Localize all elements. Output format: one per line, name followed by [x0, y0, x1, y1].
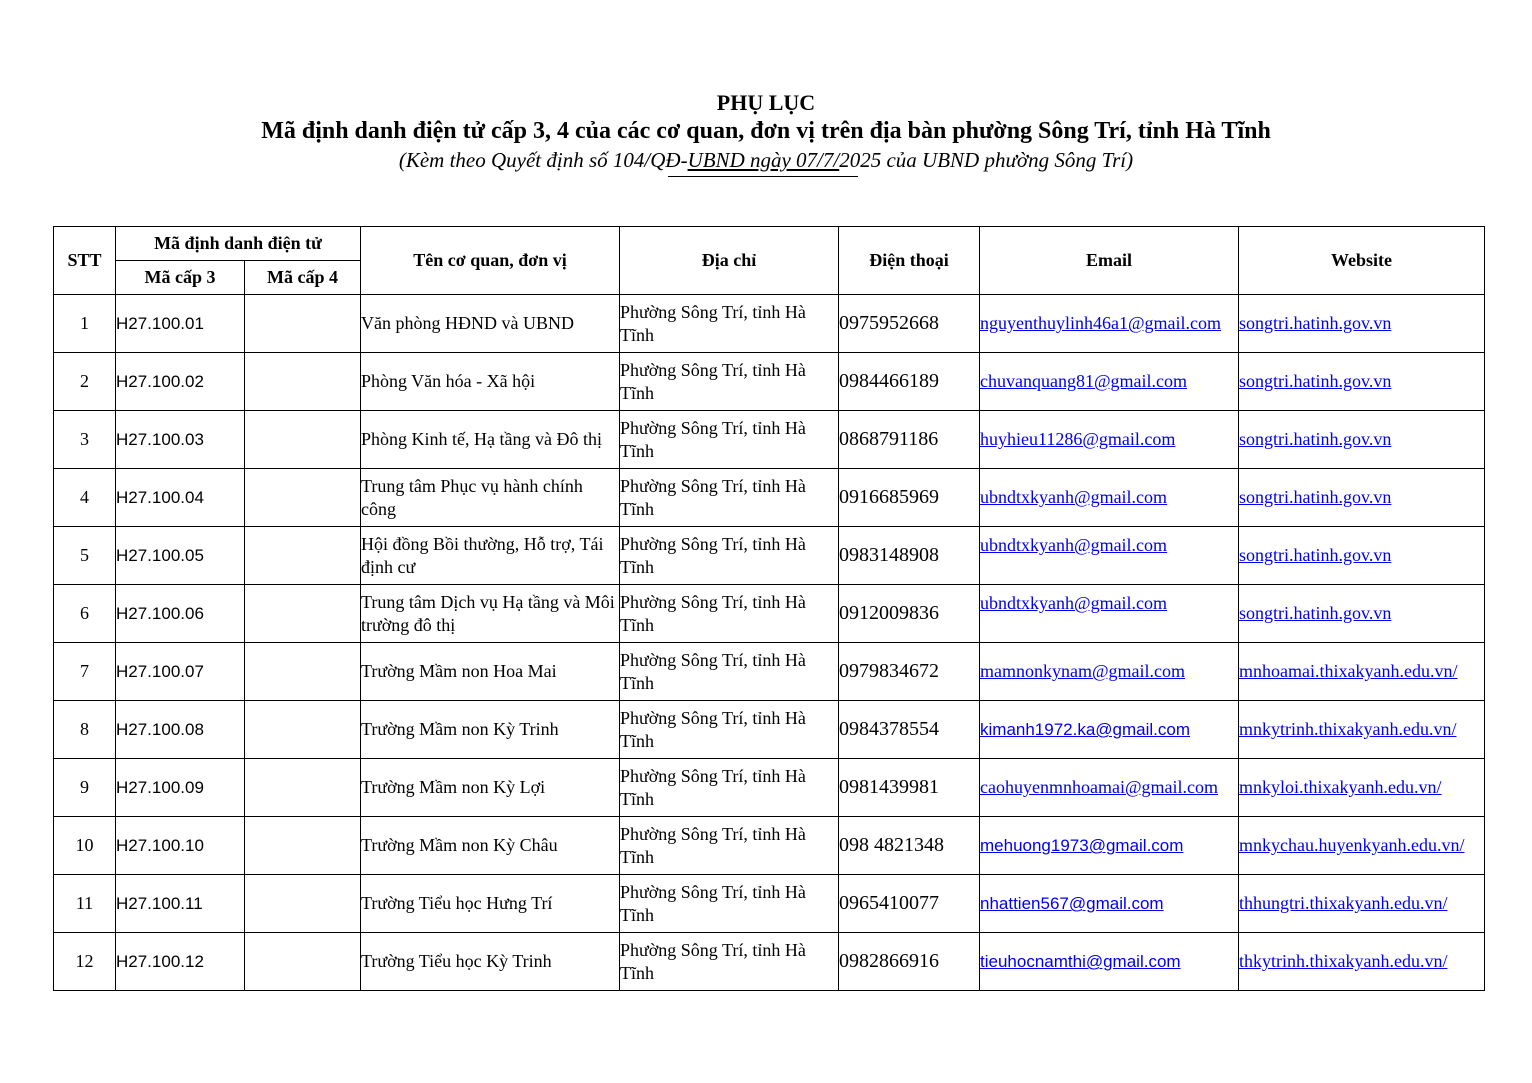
cell-code-level4 — [245, 353, 361, 411]
table-row — [54, 469, 1485, 527]
email-link[interactable]: nhattien567@gmail.com — [980, 894, 1164, 913]
cell-stt: 7 — [54, 643, 116, 701]
cell-website — [1239, 701, 1485, 759]
cell-agency-name: Hội đồng Bồi thường, Hỗ trợ, Tái định cư — [361, 527, 620, 585]
cell-website — [1239, 469, 1485, 527]
cell-email — [980, 353, 1239, 411]
cell-address: Phường Sông Trí, tỉnh Hà Tĩnh — [620, 527, 839, 585]
cell-phone: 0975952668 — [839, 295, 980, 353]
cell-code-level4 — [245, 875, 361, 933]
website-link[interactable]: songtri.hatinh.gov.vn — [1239, 603, 1392, 623]
decision-note-part1: (Kèm theo Quyết định số 104/QĐ- — [398, 148, 688, 172]
email-link[interactable]: kimanh1972.ka@gmail.com — [980, 720, 1191, 739]
cell-stt: 3 — [54, 411, 116, 469]
cell-email — [980, 295, 1239, 353]
cell-email — [980, 527, 1239, 585]
cell-address: Phường Sông Trí, tỉnh Hà Tĩnh — [620, 469, 839, 527]
cell-stt: 8 — [54, 701, 116, 759]
cell-website — [1239, 933, 1485, 991]
cell-address: Phường Sông Trí, tỉnh Hà Tĩnh — [620, 875, 839, 933]
cell-website — [1239, 817, 1485, 875]
cell-agency-name: Trường Mầm non Hoa Mai — [361, 643, 620, 701]
appendix-subtitle: Mã định danh điện tử cấp 3, 4 của các cơ quan, đơn vị trên địa bàn phường Sông Trí, tỉnh Hà Tĩnh — [261, 118, 1271, 144]
table-row — [54, 585, 1485, 643]
cell-agency-name: Trường Tiểu học Kỳ Trinh — [361, 933, 620, 991]
cell-stt: 1 — [54, 295, 116, 353]
cell-stt: 4 — [54, 469, 116, 527]
cell-email — [980, 411, 1239, 469]
cell-address: Phường Sông Trí, tỉnh Hà Tĩnh — [620, 585, 839, 643]
cell-agency-name: Phòng Kinh tế, Hạ tầng và Đô thị — [361, 411, 620, 469]
cell-code-level4 — [245, 759, 361, 817]
header-email: Email — [980, 227, 1239, 295]
cell-phone: 0984378554 — [839, 701, 980, 759]
cell-website — [1239, 585, 1485, 643]
cell-code-level4 — [245, 411, 361, 469]
cell-code-level4 — [245, 527, 361, 585]
website-link[interactable]: mnhoamai.thixakyanh.edu.vn/ — [1239, 661, 1458, 681]
cell-email — [980, 875, 1239, 933]
email-link[interactable]: tieuhocnamthi@gmail.com — [980, 952, 1181, 971]
cell-code-level4 — [245, 817, 361, 875]
email-link[interactable]: huyhieu11286@gmail.com — [980, 429, 1176, 449]
table-row — [54, 875, 1485, 933]
cell-address: Phường Sông Trí, tỉnh Hà Tĩnh — [620, 353, 839, 411]
cell-email — [980, 585, 1239, 643]
cell-agency-name: Trung tâm Phục vụ hành chính công — [361, 469, 620, 527]
cell-code-level4 — [245, 643, 361, 701]
cell-code-level3: H27.100.04 — [116, 469, 245, 527]
cell-stt: 9 — [54, 759, 116, 817]
cell-address: Phường Sông Trí, tỉnh Hà Tĩnh — [620, 817, 839, 875]
cell-code-level4 — [245, 585, 361, 643]
cell-email — [980, 759, 1239, 817]
cell-code-level3: H27.100.10 — [116, 817, 245, 875]
cell-stt: 10 — [54, 817, 116, 875]
header-stt: STT — [54, 227, 116, 295]
email-link[interactable]: nguyenthuylinh46a1@gmail.com — [980, 313, 1222, 333]
cell-phone: 0916685969 — [839, 469, 980, 527]
website-link[interactable]: mnkychau.huyenkyanh.edu.vn/ — [1239, 835, 1465, 855]
email-link[interactable]: ubndtxkyanh@gmail.com — [980, 593, 1168, 613]
cell-phone: 0983148908 — [839, 527, 980, 585]
header-level4: Mã cấp 4 — [245, 261, 361, 295]
website-link[interactable]: songtri.hatinh.gov.vn — [1239, 429, 1392, 449]
header-name: Tên cơ quan, đơn vị — [361, 227, 620, 295]
cell-agency-name: Trường Tiểu học Hưng Trí — [361, 875, 620, 933]
table-row — [54, 759, 1485, 817]
table-row — [54, 295, 1485, 353]
cell-code-level3: H27.100.01 — [116, 295, 245, 353]
website-link[interactable]: thkytrinh.thixakyanh.edu.vn/ — [1239, 951, 1448, 971]
email-link[interactable]: mamnonkynam@gmail.com — [980, 661, 1186, 681]
cell-address: Phường Sông Trí, tỉnh Hà Tĩnh — [620, 411, 839, 469]
table-row — [54, 701, 1485, 759]
decision-note-underlined: UBND ngày 07/7/ — [687, 148, 840, 172]
decision-note-part2: 2025 của UBND phường Sông Trí) — [839, 148, 1134, 172]
cell-email — [980, 701, 1239, 759]
cell-phone: 0912009836 — [839, 585, 980, 643]
cell-email — [980, 817, 1239, 875]
website-link[interactable]: mnkytrinh.thixakyanh.edu.vn/ — [1239, 719, 1457, 739]
cell-phone: 098 4821348 — [839, 817, 980, 875]
cell-phone: 0984466189 — [839, 353, 980, 411]
cell-agency-name: Trường Mầm non Kỳ Châu — [361, 817, 620, 875]
website-link[interactable]: songtri.hatinh.gov.vn — [1239, 487, 1392, 507]
website-link[interactable]: songtri.hatinh.gov.vn — [1239, 371, 1392, 391]
cell-code-level4 — [245, 295, 361, 353]
cell-agency-name: Phòng Văn hóa - Xã hội — [361, 353, 620, 411]
cell-code-level4 — [245, 469, 361, 527]
website-link[interactable]: thhungtri.thixakyanh.edu.vn/ — [1239, 893, 1448, 913]
cell-website — [1239, 875, 1485, 933]
cell-email — [980, 643, 1239, 701]
cell-phone: 0868791186 — [839, 411, 980, 469]
cell-website — [1239, 643, 1485, 701]
cell-agency-name: Trung tâm Dịch vụ Hạ tầng và Môi trường đô thị — [361, 585, 620, 643]
cell-agency-name: Văn phòng HĐND và UBND — [361, 295, 620, 353]
cell-stt: 2 — [54, 353, 116, 411]
cell-code-level3: H27.100.06 — [116, 585, 245, 643]
cell-code-level3: H27.100.08 — [116, 701, 245, 759]
cell-code-level3: H27.100.03 — [116, 411, 245, 469]
email-link[interactable]: chuvanquang81@gmail.com — [980, 371, 1188, 391]
table-row — [54, 817, 1485, 875]
cell-phone: 0965410077 — [839, 875, 980, 933]
cell-address: Phường Sông Trí, tỉnh Hà Tĩnh — [620, 933, 839, 991]
cell-address: Phường Sông Trí, tỉnh Hà Tĩnh — [620, 759, 839, 817]
underline-rule — [668, 176, 858, 177]
agency-code-table — [53, 226, 1485, 991]
website-link[interactable]: songtri.hatinh.gov.vn — [1239, 545, 1392, 565]
cell-code-level3: H27.100.07 — [116, 643, 245, 701]
cell-stt: 5 — [54, 527, 116, 585]
cell-address: Phường Sông Trí, tỉnh Hà Tĩnh — [620, 643, 839, 701]
cell-stt: 11 — [54, 875, 116, 933]
cell-agency-name: Trường Mầm non Kỳ Trinh — [361, 701, 620, 759]
header-phone: Điện thoại — [839, 227, 980, 295]
website-link[interactable]: mnkyloi.thixakyanh.edu.vn/ — [1239, 777, 1442, 797]
email-link[interactable]: mehuong1973@gmail.com — [980, 836, 1184, 855]
email-link[interactable]: caohuyenmnhoamai@gmail.com — [980, 777, 1219, 797]
cell-phone: 0979834672 — [839, 643, 980, 701]
cell-website — [1239, 527, 1485, 585]
appendix-title: PHỤ LỤC — [716, 90, 816, 115]
cell-stt: 12 — [54, 933, 116, 991]
cell-stt: 6 — [54, 585, 116, 643]
cell-code-level3: H27.100.02 — [116, 353, 245, 411]
email-link[interactable]: ubndtxkyanh@gmail.com — [980, 535, 1168, 555]
table-row — [54, 933, 1485, 991]
cell-phone: 0981439981 — [839, 759, 980, 817]
table-row — [54, 643, 1485, 701]
cell-code-level3: H27.100.09 — [116, 759, 245, 817]
header-website: Website — [1239, 227, 1485, 295]
cell-website — [1239, 295, 1485, 353]
cell-website — [1239, 411, 1485, 469]
cell-code-level3: H27.100.11 — [116, 875, 245, 933]
header-code-group: Mã định danh điện tử — [116, 227, 361, 261]
decision-note — [0, 148, 1532, 173]
cell-code-level3: H27.100.12 — [116, 933, 245, 991]
website-link[interactable]: songtri.hatinh.gov.vn — [1239, 313, 1392, 333]
cell-address: Phường Sông Trí, tỉnh Hà Tĩnh — [620, 295, 839, 353]
cell-website — [1239, 759, 1485, 817]
email-link[interactable]: ubndtxkyanh@gmail.com — [980, 487, 1168, 507]
cell-code-level4 — [245, 701, 361, 759]
cell-address: Phường Sông Trí, tỉnh Hà Tĩnh — [620, 701, 839, 759]
table-row — [54, 411, 1485, 469]
header-address: Địa chỉ — [620, 227, 839, 295]
cell-agency-name: Trường Mầm non Kỳ Lợi — [361, 759, 620, 817]
table-row — [54, 527, 1485, 585]
table-row — [54, 353, 1485, 411]
cell-email — [980, 933, 1239, 991]
header-level3: Mã cấp 3 — [116, 261, 245, 295]
cell-website — [1239, 353, 1485, 411]
cell-code-level4 — [245, 933, 361, 991]
cell-phone: 0982866916 — [839, 933, 980, 991]
cell-code-level3: H27.100.05 — [116, 527, 245, 585]
cell-email — [980, 469, 1239, 527]
